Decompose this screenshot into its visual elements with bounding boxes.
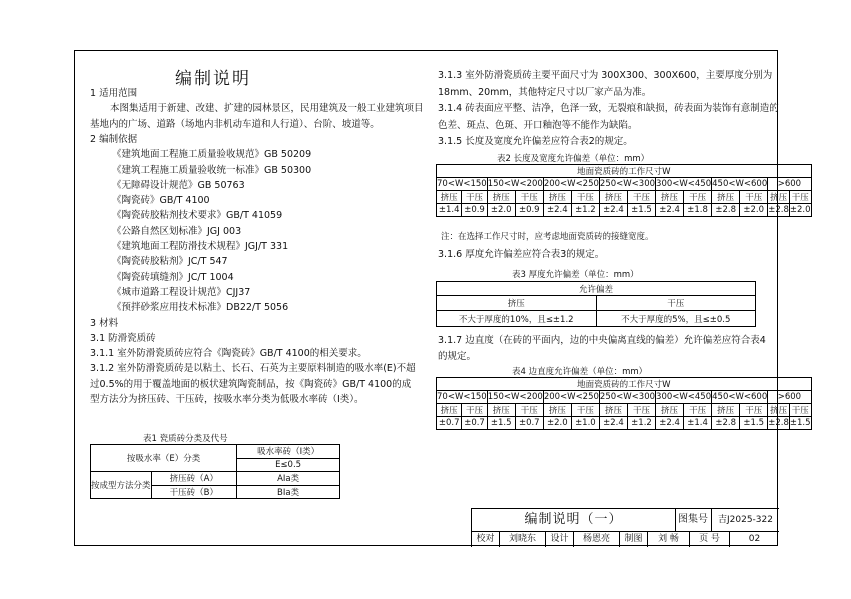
left-text-line: 《建筑地面工程施工质量验收规范》GB 50209: [112, 149, 312, 161]
left-text-line: 基地内的广场、道路（场地内非机动车道和人行道）、台阶、坡道等。: [90, 118, 380, 130]
page-label: 页 号: [690, 532, 730, 547]
right-text-line: 3.1.7 边直度（在砖的平面内，边的中央偏离直线的偏差）允许偏差应符合表4: [438, 335, 766, 346]
page-title: 编制说明: [175, 69, 251, 89]
table-value: ±1.5: [789, 418, 811, 428]
left-text-line: 《无障碍设计规范》GB 50763: [112, 179, 245, 191]
table-value: ±1.8: [684, 204, 712, 217]
table3-head: 允许偏差: [437, 282, 756, 296]
left-text-line: 《建筑工程施工质量验收统一标准》GB 50300: [112, 164, 312, 176]
signature-row: [472, 532, 779, 547]
table-value: ±2.0: [543, 417, 571, 430]
table-range: 450<W<600: [712, 179, 768, 189]
table3-sub: 挤压: [437, 296, 597, 311]
table1-row-code: AⅠa类: [237, 472, 340, 486]
table1-head-val: E≤0.5: [237, 458, 340, 472]
checker-label: 校对: [472, 532, 500, 547]
table-value: ±2.8: [712, 204, 740, 217]
table-subhead: 挤压: [656, 191, 684, 204]
left-text-line: 《陶瓷砖》GB/T 4100: [112, 195, 210, 207]
table-value: ±1.2: [627, 417, 655, 430]
table-range: 200<W<250: [543, 392, 599, 402]
left-text-line: 3.1 防滑瓷质砖: [90, 332, 156, 344]
title-block-title: 编制说明（一）: [472, 509, 676, 532]
table-value: ±2.4: [656, 417, 684, 430]
designer-label: 设计: [546, 532, 574, 547]
table-subhead: 干压: [515, 191, 543, 204]
table-subhead: 挤压: [437, 191, 462, 204]
drafter-label: 制图: [620, 532, 648, 547]
table-subhead: 挤压: [768, 404, 790, 417]
table-value: ±0.9: [462, 204, 487, 217]
table-subhead: 干压: [515, 404, 543, 417]
table-value: ±0.7: [462, 417, 487, 430]
left-text-line: 《建筑地面工程防滑技术规程》JGJ/T 331: [112, 241, 289, 252]
table-subhead: 干压: [684, 191, 712, 204]
left-text-line: 3.1.1 室外防滑瓷质砖应符合《陶瓷砖》GB/T 4100的相关要求。: [90, 348, 367, 360]
table-range: 200<W<250: [543, 179, 599, 189]
left-text-line: 过0.5%的用于覆盖地面的板状建筑陶瓷制品，按《陶瓷砖》GB/T 4100的成: [90, 378, 412, 390]
table1: [90, 444, 340, 499]
table-value: ±1.5: [740, 417, 768, 430]
table-value: ±1.0: [571, 417, 599, 430]
table-subhead: 干压: [740, 404, 768, 417]
right-text-line: 色差、斑点、色斑、开口釉泡等不能作为缺陷。: [438, 119, 638, 131]
table-subhead: 挤压: [656, 404, 684, 417]
table-value: ±1.2: [571, 204, 599, 217]
table3: [436, 281, 756, 327]
table-value: ±2.4: [599, 204, 627, 217]
table-subhead: 干压: [627, 404, 655, 417]
left-text-line: 2 编制依据: [90, 133, 138, 145]
table-range: 300<W<450: [656, 179, 712, 189]
left-text-line: 《陶瓷砖胶粘剂技术要求》GB/T 41059: [112, 210, 283, 222]
table-range: 250<W<300: [599, 179, 656, 189]
right-text-line: 3.1.3 室外防滑瓷质砖主要平面尺寸为 300X300、300X600，主要厚度分别为: [438, 70, 773, 81]
table-subhead: 干压: [571, 404, 599, 417]
atlas-number: 吉J2025-322: [712, 509, 779, 532]
table-subhead: 干压: [740, 191, 768, 204]
table-value: ±0.7: [437, 417, 462, 430]
table-subhead: 干压: [571, 191, 599, 204]
table-subhead: 挤压: [487, 191, 515, 204]
table-range: >600: [768, 391, 811, 404]
table1-head-right: 吸水率砖（Ⅰ类）: [237, 445, 340, 459]
right-text-line: 18mm、20mm，其他特定尺寸以厂家产品为准。: [438, 86, 652, 98]
left-text-line: 《城市道路工程设计规范》CJJ37: [112, 286, 251, 298]
table-subhead: 干压: [789, 191, 811, 204]
table-subhead: 干压: [684, 404, 712, 417]
table1-head-left: 按吸水率（E）分类: [91, 445, 237, 472]
drafter-name: 刘 畅: [648, 532, 690, 547]
table-subhead: 干压: [462, 404, 487, 417]
table-value: ±1.5: [627, 204, 655, 217]
table-value: ±2.4: [656, 204, 684, 217]
table1-caption: 表1 瓷质砖分类及代号: [143, 434, 228, 444]
right-text-line: 3.1.4 砖表面应平整、洁净，色泽一致，无裂痕和缺损，砖表面为装饰有意制造的: [438, 103, 779, 114]
paragraph-316: 3.1.6 厚度允许偏差应符合表3的规定。: [438, 249, 605, 260]
table-range: 250<W<300: [599, 392, 656, 402]
table1-row-name: 干压砖（B）: [151, 485, 237, 499]
table-head: 地面瓷质砖的工作尺寸W: [437, 165, 812, 178]
designer-name: 杨恩亮: [574, 532, 620, 547]
table-subhead: 干压: [627, 191, 655, 204]
table-range: >600: [768, 178, 811, 191]
table-range: 150<W<200: [487, 179, 543, 189]
left-text-line: 1 适用范围: [90, 88, 138, 99]
table3-value: 不大于厚度的10%，且≤±1.2: [437, 311, 597, 327]
table-head: 地面瓷质砖的工作尺寸W: [437, 378, 812, 391]
table-subhead: 挤压: [599, 404, 627, 417]
table1-group-label: 按成型方法分类: [91, 472, 152, 499]
table-value: ±2.0: [740, 204, 768, 217]
table-subhead: 挤压: [712, 191, 740, 204]
left-text-line: 《预拌砂浆应用技术标准》DB22/T 5056: [112, 302, 289, 314]
table-value: ±2.4: [543, 204, 571, 217]
table-value: ±2.8: [768, 418, 789, 428]
page-number: 02: [748, 534, 761, 544]
right-text-line: 3.1.5 长度及宽度允许偏差应符合表2的规定。: [438, 136, 633, 147]
table3-caption: 表3 厚度允许偏差（单位：mm）: [512, 270, 639, 280]
table-subhead: 干压: [789, 404, 811, 417]
right-text-line: 的规定。: [438, 351, 477, 362]
table-subhead: 挤压: [768, 191, 790, 204]
table-subhead: 挤压: [712, 404, 740, 417]
table4-caption: 表4 边直度允许偏差（单位：mm）: [512, 367, 648, 377]
table-subhead: 挤压: [487, 404, 515, 417]
table-value: ±0.9: [515, 204, 543, 217]
table-range: 450<W<600: [712, 392, 768, 402]
table-subhead: 干压: [462, 191, 487, 204]
table3-value: 不大于厚度的5%，且≤±0.5: [596, 311, 756, 327]
table-value: ±2.0: [487, 204, 515, 217]
title-block: [471, 508, 779, 547]
table2-caption: 表2 长度及宽度允许偏差（单位：mm）: [497, 154, 650, 164]
table-value: ±1.4: [684, 417, 712, 430]
table3-sub: 干压: [596, 296, 756, 311]
table-range: 70<W<150: [437, 392, 487, 402]
table1-row-name: 挤压砖（A）: [151, 472, 237, 486]
table-range: 150<W<200: [487, 392, 543, 402]
atlas-number-label: 图集号: [675, 509, 712, 532]
table-range: 300<W<450: [656, 392, 712, 402]
checker-name: 刘晓东: [500, 532, 546, 547]
table-subhead: 挤压: [543, 191, 571, 204]
left-text-line: 型方法分为挤压砖、干压砖，按吸水率分类为低吸水率砖（Ⅰ类）。: [90, 394, 364, 405]
table-value: ±0.7: [515, 417, 543, 430]
table1-row-code: BⅠa类: [237, 485, 340, 499]
table-value: ±2.0: [789, 205, 811, 215]
left-text-line: 3 材料: [90, 317, 119, 329]
table-value: ±1.4: [437, 204, 462, 217]
table-subhead: 挤压: [543, 404, 571, 417]
left-text-line: 本图集适用于新建、改建、扩建的园林景区，民用建筑及一般工业建筑项目: [110, 103, 424, 115]
left-text-line: 3.1.2 室外防滑瓷质砖是以粘土、长石、石英为主要原料制造的吸水率(E)不超: [90, 363, 416, 375]
left-text-line: 《公路自然区划标准》JGJ 003: [112, 225, 242, 237]
table-value: ±2.8: [712, 417, 740, 430]
table-value: ±1.5: [487, 417, 515, 430]
left-text-line: 《陶瓷砖胶粘剂》JC/T 547: [112, 256, 228, 268]
table-range: 70<W<150: [437, 179, 487, 189]
table2-note: 注：在选择工作尺寸时，应考虑地面瓷质砖的接缝宽度。: [441, 232, 654, 242]
table-subhead: 挤压: [599, 191, 627, 204]
table4: [436, 377, 812, 430]
left-text-line: 《陶瓷砖填缝剂》JC/T 1004: [112, 271, 234, 283]
table-subhead: 挤压: [437, 404, 462, 417]
table2: [436, 164, 812, 217]
table-value: ±2.4: [599, 417, 627, 430]
table-value: ±2.8: [768, 205, 789, 215]
